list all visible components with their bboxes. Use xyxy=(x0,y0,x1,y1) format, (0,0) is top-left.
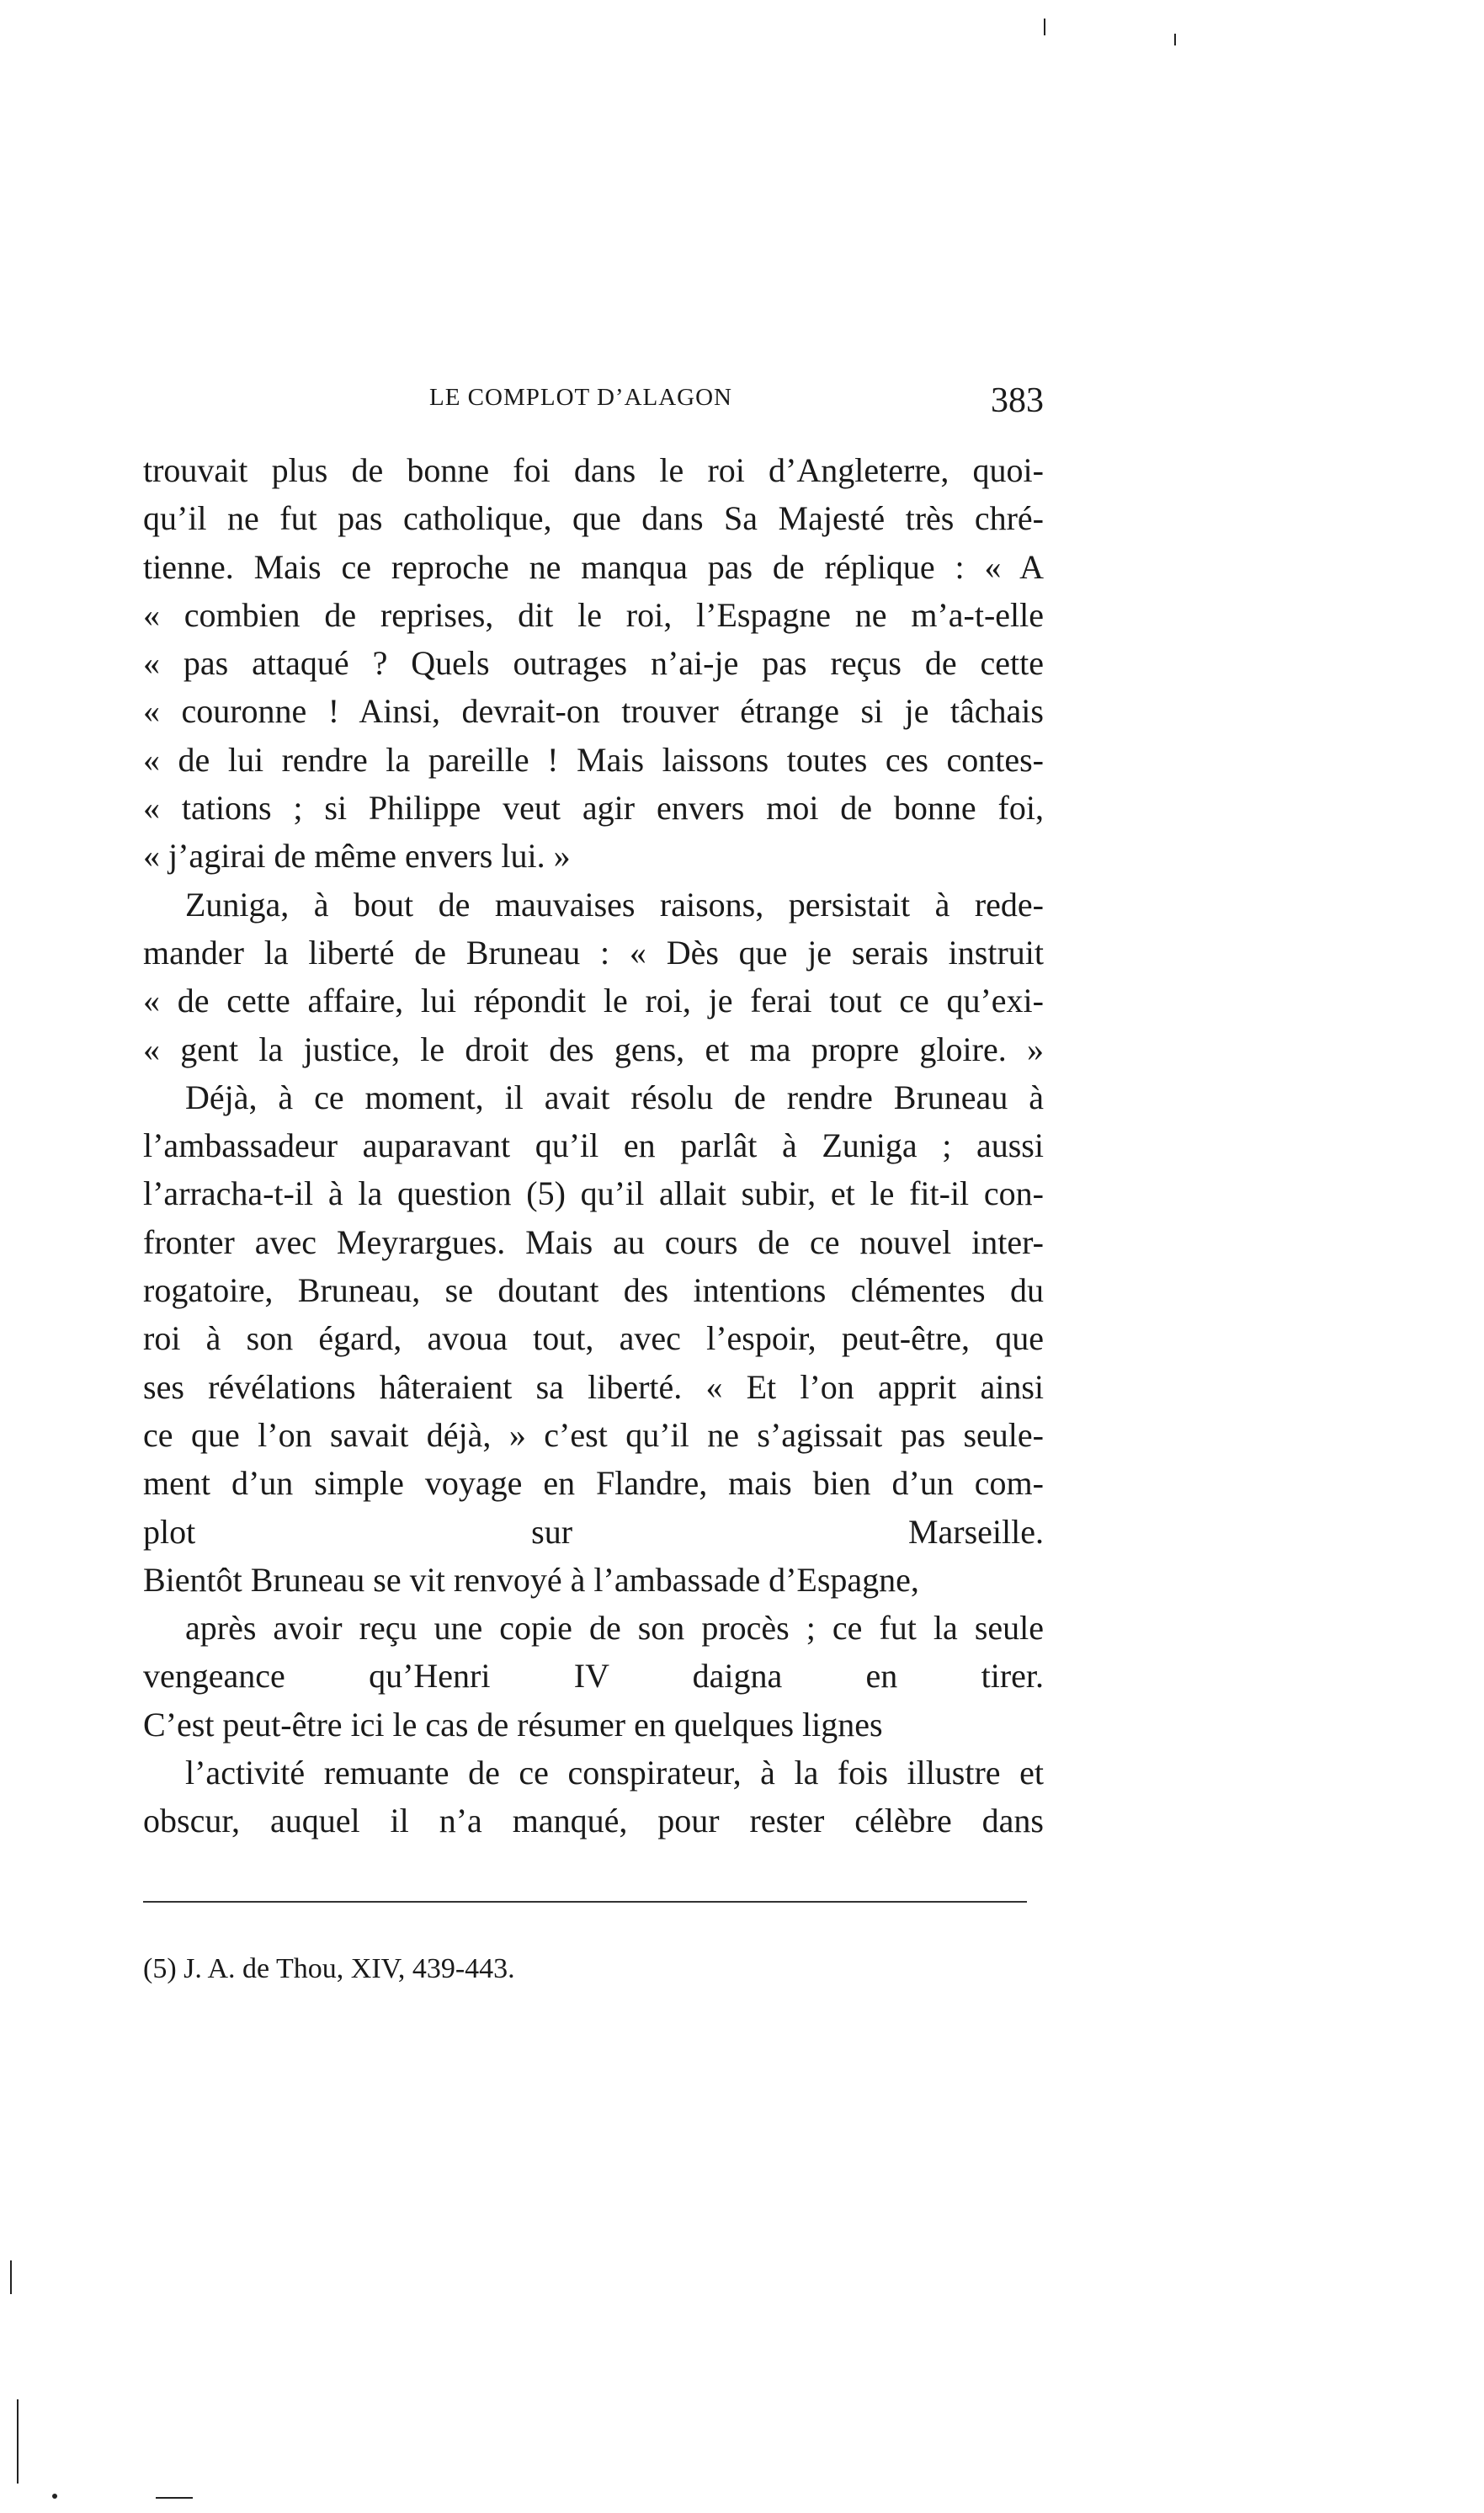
text-line: tienne. Mais ce reproche ne manqua pas de réplique : « A xyxy=(143,547,1044,586)
running-title: LE COMPLOT D’ALAGON xyxy=(429,384,733,411)
text-line: trouvait plus de bonne foi dans le roi d’Angleterre, quoi- xyxy=(143,451,1044,489)
text-line: vengeance qu’Henri IV daigna en tirer. xyxy=(143,1657,1044,1696)
text-line: « j’agirai de même envers lui. » xyxy=(143,837,571,876)
text-line: Bientôt Bruneau se vit renvoyé à l’ambassade d’Espagne, xyxy=(143,1560,919,1599)
text-line: « de cette affaire, lui répondit le roi, je ferai tout ce qu’exi- xyxy=(143,982,1044,1020)
body-text xyxy=(143,446,1044,1893)
footnote: (5) J. A. de Thou, XIV, 439-443. xyxy=(143,1953,515,1984)
scan-mark xyxy=(52,2494,57,2499)
scan-mark xyxy=(1174,34,1176,45)
scan-mark xyxy=(10,2260,12,2294)
text-line: fronter avec Meyrargues. Mais au cours de ce nouvel inter- xyxy=(143,1222,1044,1261)
text-line: « pas attaqué ? Quels outrages n’ai-je pas reçus de cette xyxy=(143,644,1044,683)
text-line: ce que l’on savait déjà, » c’est qu’il ne s’agissait pas seule- xyxy=(143,1415,1044,1454)
text-line xyxy=(143,1845,1044,1893)
page-number: 383 xyxy=(991,381,1044,420)
text-line: « tations ; si Philippe veut agir envers moi de bonne foi, xyxy=(143,789,1044,828)
footnote-rule xyxy=(143,1901,1027,1903)
text-line: ses révélations hâteraient sa liberté. « Et l’on apprit ainsi xyxy=(143,1367,1044,1406)
text-line: qu’il ne fut pas catholique, que dans Sa Majesté très chré- xyxy=(143,499,1044,538)
text-line: Déjà, à ce moment, il avait résolu de rendre Bruneau à xyxy=(185,1078,1044,1116)
text-line: après avoir reçu une copie de son procès ; ce fut la seule xyxy=(185,1609,1044,1648)
text-line: ment d’un simple voyage en Flandre, mais bien d’un com- xyxy=(143,1464,1044,1503)
text-line: rogatoire, Bruneau, se doutant des intentions clémentes du xyxy=(143,1271,1044,1310)
page-header xyxy=(143,381,1044,434)
text-line: « combien de reprises, dit le roi, l’Espagne ne m’a-t-elle xyxy=(143,595,1044,634)
text-line: l’arracha-t-il à la question (5) qu’il allait subir, et le fit-il con- xyxy=(143,1174,1044,1213)
text-line: l’activité remuante de ce conspirateur, à la fois illustre et xyxy=(185,1754,1044,1792)
scan-mark xyxy=(1044,19,1045,35)
text-line: « de lui rendre la pareille ! Mais laissons toutes ces contes- xyxy=(143,740,1044,779)
text-line: plot sur Marseille. xyxy=(143,1512,1044,1551)
text-line: Zuniga, à bout de mauvaises raisons, persistait à rede- xyxy=(185,885,1044,924)
text-line: roi à son égard, avoua tout, avec l’espoir, peut-être, que xyxy=(143,1319,1044,1358)
text-line: « couronne ! Ainsi, devrait-on trouver étrange si je tâchais xyxy=(143,692,1044,731)
text-line: mander la liberté de Bruneau : « Dès que je serais instruit xyxy=(143,933,1044,972)
text-line: « gent la justice, le droit des gens, et ma propre gloire. » xyxy=(143,1030,1044,1068)
text-line: l’ambassadeur auparavant qu’il en parlât à Zuniga ; aussi xyxy=(143,1126,1044,1165)
text-line: obscur, auquel il n’a manqué, pour rester célèbre dans xyxy=(143,1802,1044,1840)
text-line: C’est peut-être ici le cas de résumer en quelques lignes xyxy=(143,1705,883,1744)
scan-mark xyxy=(156,2497,193,2499)
scan-mark xyxy=(17,2399,19,2484)
